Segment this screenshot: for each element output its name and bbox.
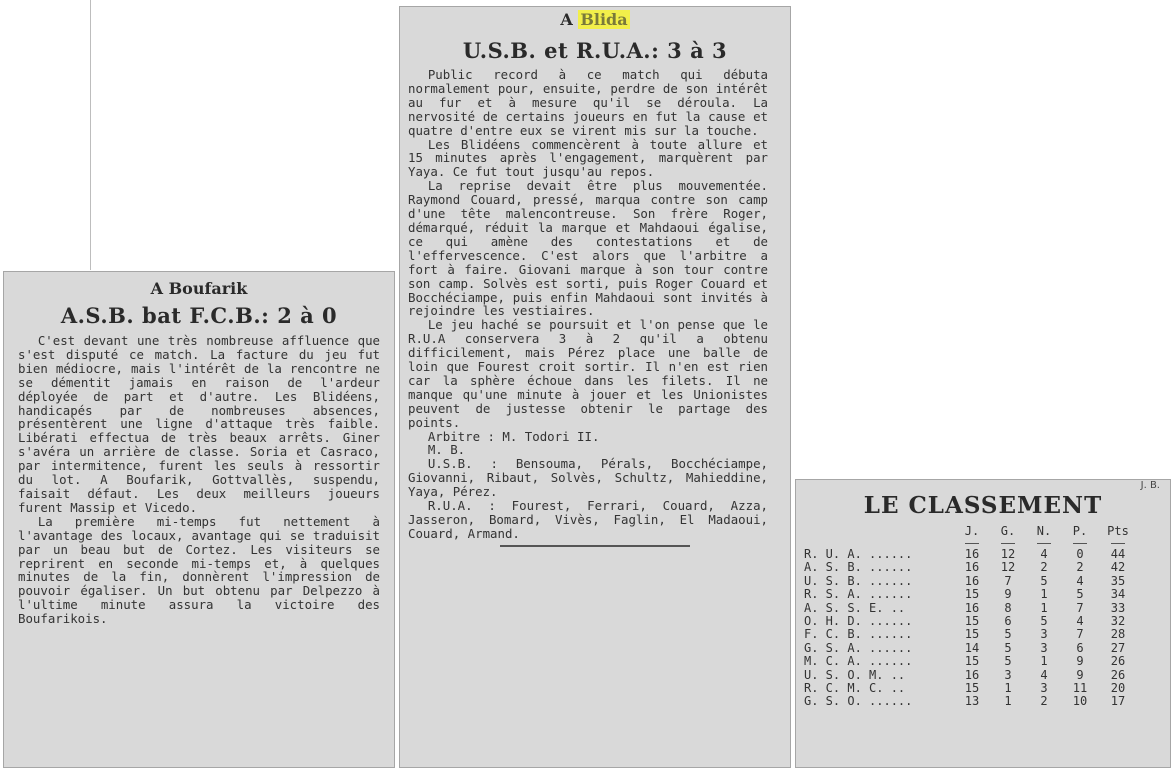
article-paragraph: Le jeu haché se poursuit et l'on pense que le R.U.A conservera 3 à 2 qu'il a obtenu difficilement, mais Pérez place une balle de loin que Fourest croit sortir. Il n'en est rien car la sphère échoue dans les filets. Il ne manque qu'une minute à jouer et les Unionistes peuvent de justesse obtenir le partage des points.: [408, 317, 768, 430]
cell-lost: 4: [1076, 573, 1084, 588]
table-row: [804, 695, 1138, 708]
cell-lost: 7: [1076, 600, 1084, 615]
article-paragraph: C'est devant une très nombreuse affluence que s'est disputé ce match. La facture du jeu fut bien médiocre, mais l'intérêt de la rencontre ne se démentit jamais en raison de l'ardeur déployée de part et d'autre. Les Blidéens, handicapés par de nombreuses absences, présentèrent une ligne d'attaque très faible. Libérati effectua de très beaux arrêts. Giner s'avéra un arrière de classe. Soria et Casraco, par intermitence, furent les seuls à ressortir du lot. A Boufarik, Gottvallès, suspendu, faisait défaut. Les deux meilleurs joueurs furent Massip et Vicedo.: [18, 333, 380, 515]
header-points: Pts: [1107, 523, 1129, 538]
article-kicker: A Boufarik: [150, 279, 248, 298]
cell-drawn: 3: [1040, 627, 1048, 642]
table-header-row: [804, 523, 1138, 538]
cell-played: 15: [964, 614, 980, 629]
cell-lost: 6: [1076, 640, 1084, 655]
article-boufarik: [3, 271, 395, 768]
article-paragraph: Public record à ce match qui débuta normalement pour, ensuite, perdre de son intérêt au fur et à mesure qu'il se déroula. La nervosité de certains joueurs en fut la cause et quatre d'entre eux se virent mis sur la touche.: [408, 67, 768, 138]
table-row: [804, 548, 1138, 561]
cell-played: 16: [964, 600, 980, 615]
cell-drawn: 1: [1040, 654, 1048, 669]
table-row: [804, 615, 1138, 628]
referee-line: Arbitre : M. Todori II.: [427, 428, 600, 444]
header-won: G.: [1000, 523, 1016, 538]
cell-team-name: U. S. O. M. ..: [804, 667, 906, 682]
header-played: J.: [964, 523, 980, 538]
cell-drawn: 1: [1040, 600, 1048, 615]
cell-drawn: 5: [1040, 614, 1048, 629]
cell-points: 27: [1110, 640, 1126, 655]
cell-drawn: 2: [1040, 560, 1048, 575]
table-row: [804, 682, 1138, 695]
cell-points: 32: [1110, 614, 1126, 629]
cell-team-name: R. C. M. C. ..: [804, 681, 906, 696]
cell-team-name: G. S. A. ......: [804, 640, 913, 655]
cell-drawn: 3: [1040, 681, 1048, 696]
cell-played: 15: [964, 587, 980, 602]
cell-won: 5: [1004, 627, 1012, 642]
cell-lost: 7: [1076, 627, 1084, 642]
cell-won: 3: [1004, 667, 1012, 682]
article-blida: [399, 6, 791, 768]
cell-team-name: A. S. B. ......: [804, 560, 913, 575]
cell-drawn: 5: [1040, 573, 1048, 588]
cell-played: 16: [964, 573, 980, 588]
article-end-rule: [500, 545, 690, 547]
cell-lost: 10: [1072, 694, 1088, 709]
cell-drawn: 4: [1040, 667, 1048, 682]
cell-won: 12: [1000, 560, 1016, 575]
table-row: [804, 669, 1138, 682]
team-lineup-usb: U.S.B. : Bensouma, Pérals, Bocchéciampe, Giovanni, Ribaut, Solvès, Schultz, Mahieddine, Yaya, Pérez.: [408, 456, 768, 500]
cell-team-name: G. S. O. ......: [804, 694, 913, 709]
cell-won: 8: [1004, 600, 1012, 615]
cell-won: 5: [1004, 640, 1012, 655]
author-signature: M. B.: [427, 442, 466, 458]
cell-drawn: 4: [1040, 547, 1048, 561]
cell-team-name: U. S. B. ......: [804, 573, 913, 588]
cell-lost: 0: [1076, 547, 1084, 561]
cell-lost: 4: [1076, 614, 1084, 629]
cell-points: 35: [1110, 573, 1126, 588]
article-headline: A.S.B. bat F.C.B.: 2 à 0: [60, 303, 338, 328]
cell-points: 33: [1110, 600, 1126, 615]
table-row: [804, 561, 1138, 574]
cell-lost: 11: [1072, 681, 1088, 696]
cell-points: 17: [1110, 694, 1126, 709]
cell-lost: 2: [1076, 560, 1084, 575]
column-divider-line: [90, 0, 91, 270]
article-body: [408, 68, 768, 541]
search-highlight: Blida: [580, 10, 628, 29]
standings-title: LE CLASSEMENT: [863, 492, 1103, 519]
cell-lost: 5: [1076, 587, 1084, 602]
cell-points: 26: [1110, 667, 1126, 682]
cell-points: 28: [1110, 627, 1126, 642]
cell-points: 26: [1110, 654, 1126, 669]
cell-lost: 9: [1076, 667, 1084, 682]
cell-played: 15: [964, 627, 980, 642]
table-row: [804, 628, 1138, 641]
cell-won: 9: [1004, 587, 1012, 602]
article-paragraph: La première mi-temps fut nettement à l'avantage des locaux, avantage qui se traduisit par un beau but de Cortez. Les visiteurs se reprirent en seconde mi-temps et, à quelques minutes de la fin, donnèrent l'impression de pouvoir égaliser. Un but obtenu par Delpezzo à l'ultime minute assura la victoire des Boufarikois.: [18, 513, 380, 627]
article-kicker: [400, 11, 790, 29]
cell-played: 13: [964, 694, 980, 709]
article-body: [18, 334, 380, 626]
cell-team-name: R. S. A. ......: [804, 587, 913, 602]
cell-won: 5: [1004, 654, 1012, 669]
cell-played: 16: [964, 560, 980, 575]
table-row: [804, 575, 1138, 588]
table-row: [804, 642, 1138, 655]
cell-team-name: A. S. S. E. ..: [804, 600, 906, 615]
corner-text: J. B.: [1140, 480, 1160, 491]
cell-won: 12: [1000, 547, 1016, 561]
cell-points: 44: [1110, 547, 1126, 561]
cell-played: 14: [964, 640, 980, 655]
cell-won: 1: [1004, 694, 1012, 709]
article-paragraph: La reprise devait être plus mouvementée. Raymond Couard, pressé, marqua contre son camp d'une tête malencontreuse. Son frère Roger, démarqué, réduit la marque et Mahdaoui égalise, ce qui amène des contestations et de l'effervescence. C'est alors que l'arbitre a fort à faire. Giovani marque à son tour contre son camp. Solvès est sorti, puis Roger Couard et Bocchéciampe, puis enfin Mahdaoui sont invités à rejoindre les vestiaires.: [408, 178, 768, 319]
cell-played: 15: [964, 654, 980, 669]
cell-points: 42: [1110, 560, 1126, 575]
standings-table: [795, 479, 1171, 768]
standings-grid: [804, 523, 1138, 709]
cell-drawn: 1: [1040, 587, 1048, 602]
cell-points: 34: [1110, 587, 1126, 602]
cell-played: 15: [964, 681, 980, 696]
cell-team-name: F. C. B. ......: [804, 627, 913, 642]
cell-team-name: O. H. D. ......: [804, 614, 913, 629]
team-lineup-rua: R.U.A. : Fourest, Ferrari, Couard, Azza, Jasseron, Bomard, Vivès, Faglin, El Madaoui, Couard, Armand.: [408, 498, 768, 541]
table-row: [804, 655, 1138, 668]
table-row: [804, 588, 1138, 601]
cell-won: 1: [1004, 681, 1012, 696]
table-row: [804, 602, 1138, 615]
standings-rows: [804, 548, 1138, 709]
article-headline: U.S.B. et R.U.A.: 3 à 3: [462, 38, 728, 63]
cell-played: 16: [964, 547, 980, 561]
cell-points: 20: [1110, 681, 1126, 696]
cell-drawn: 3: [1040, 640, 1048, 655]
cell-team-name: R. U. A. ......: [804, 547, 913, 561]
kicker-prefix: A: [560, 10, 573, 29]
cell-lost: 9: [1076, 654, 1084, 669]
cell-won: 6: [1004, 614, 1012, 629]
article-paragraph: Les Blidéens commencèrent à toute allure et 15 minutes après l'engagement, marquèrent par Yaya. Ce fut tout jusqu'au repos.: [408, 136, 768, 180]
cell-played: 16: [964, 667, 980, 682]
cell-team-name: M. C. A. ......: [804, 654, 913, 669]
header-drawn: N.: [1036, 523, 1052, 538]
cell-drawn: 2: [1040, 694, 1048, 709]
header-lost: P.: [1072, 523, 1088, 538]
cell-won: 7: [1004, 573, 1012, 588]
